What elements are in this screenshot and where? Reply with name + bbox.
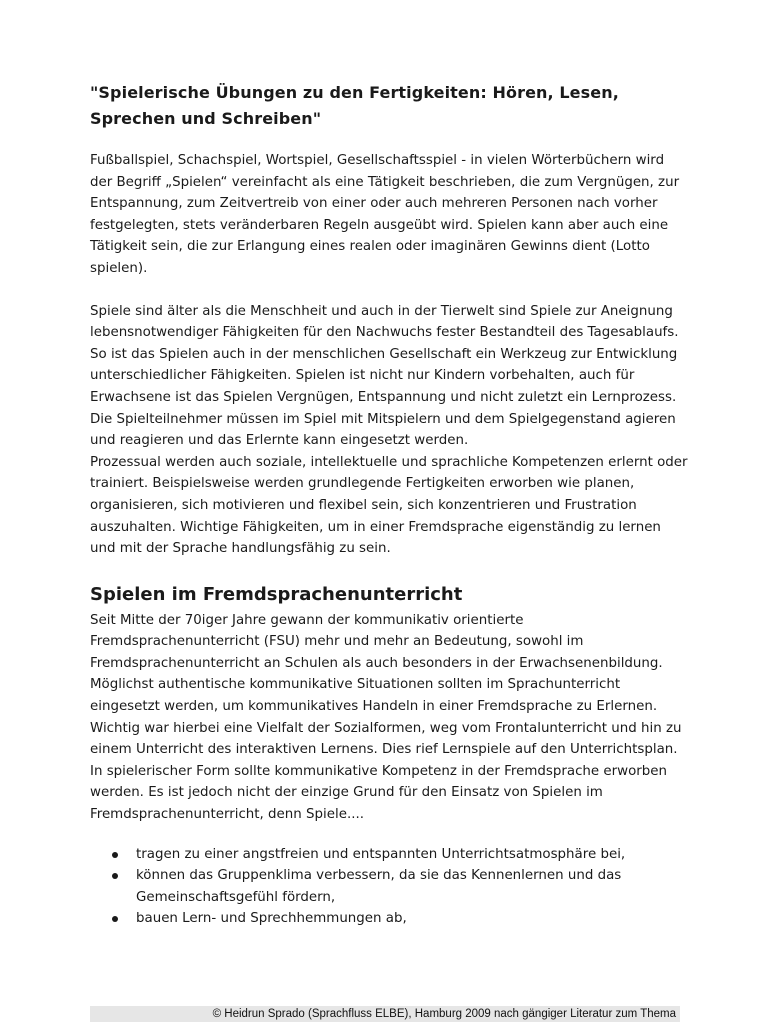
bullet-icon	[112, 916, 118, 922]
bullet-icon	[112, 873, 118, 879]
bullet-icon	[112, 852, 118, 858]
paragraph-history: Spiele sind älter als die Menschheit und auch in der Tierwelt sind Spiele zur Aneignung lebensnotwendiger Fähigkeiten für den Nachwuchs fester Bestandteil des Tagesablaufs. So ist das Spielen auch in der menschlichen Gesellschaft ein Werkzeug zur Entwicklung unterschiedlicher Fähigkeiten. Spielen ist nicht nur Kindern vorbehalten, auch für Erwachsene ist das Spielen Vergnügen, Entspannung und nicht zuletzt ein Lernprozess.	[90, 303, 679, 405]
list-item	[112, 844, 690, 866]
paragraph-definition: Fußballspiel, Schachspiel, Wortspiel, Gesellschaftsspiel - in vielen Wörterbüchern wird der Begriff „Spielen“ vereinfacht als eine Tätigkeit beschrieben, die zum Vergnügen, zur Entspannung, zum Zeitvertreib von einer oder auch mehreren Personen nach vorher festgelegten, stets veränderbaren Regeln ausgeübt wird. Spielen kann aber auch eine Tätigkeit sein, die zur Erlangung eines realen oder imaginären Gewinns dient (Lotto spielen).	[90, 153, 680, 276]
bullet-list	[90, 844, 690, 930]
list-item-text: tragen zu einer angstfreien und entspannten Unterrichtsatmosphäre bei,	[136, 846, 626, 862]
section-heading: Spielen im Fremdsprachenunterricht	[90, 583, 463, 605]
paragraph-fsu: Seit Mitte der 70iger Jahre gewann der kommunikativ orientierte Fremdsprachenunterricht (FSU) mehr und mehr an Bedeutung, sowohl im Fremdsprachenunterricht an Schulen als auch besonders in der Erwachsenenbildung. Möglichst authentische kommunikative Situationen sollten im Sprachunterricht eingesetzt werden, um kommunikatives Handeln in einer Fremdsprache zu Erlernen. Wichtig war hierbei eine Vielfalt der Sozialformen, weg vom Frontalunterricht und hin zu einem Unterricht des interaktiven Lernens. Dies rief Lernspiele auf den Unterrichtsplan. In spielerischer Form sollte kommunikative Kompetenz in der Fremdsprache erworben werden. Es ist jedoch nicht der einzige Grund für den Einsatz von Spielen im Fremdsprachenunterricht, denn Spiele....	[90, 612, 682, 823]
list-item-text: bauen Lern- und Sprechhemmungen ab,	[136, 911, 407, 927]
copyright-text: © Heidrun Sprado (Sprachfluss ELBE), Hamburg 2009 nach gängiger Literatur zum Thema	[212, 1008, 676, 1020]
paragraph-competences: Prozessual werden auch soziale, intellektuelle und sprachliche Kompetenzen erlernt oder trainiert. Beispielsweise werden grundlegende Fertigkeiten erworben wie planen, organisieren, sich motivieren und flexibel sein, sich konzentrieren und Frustration auszuhalten. Wichtige Fähigkeiten, um in einer Fremdsprache eigenständig zu lernen und mit der Sprache handlungsfähig zu sein.	[90, 454, 688, 557]
document-body	[90, 80, 690, 930]
document-title: "Spielerische Übungen zu den Fertigkeiten: Hören, Lesen, Sprechen und Schreiben"	[90, 83, 619, 128]
list-item-text: können das Gruppenklima verbessern, da sie das Kennenlernen und das Gemeinschaftsgefühl fördern,	[136, 868, 622, 905]
list-item	[112, 865, 690, 908]
page-footer	[90, 1006, 680, 1022]
paragraph-participants: Die Spielteilnehmer müssen im Spiel mit Mitspielern und dem Spielgegenstand agieren und reagieren und das Erlernte kann eingesetzt werden.	[90, 411, 676, 449]
list-item	[112, 908, 690, 930]
